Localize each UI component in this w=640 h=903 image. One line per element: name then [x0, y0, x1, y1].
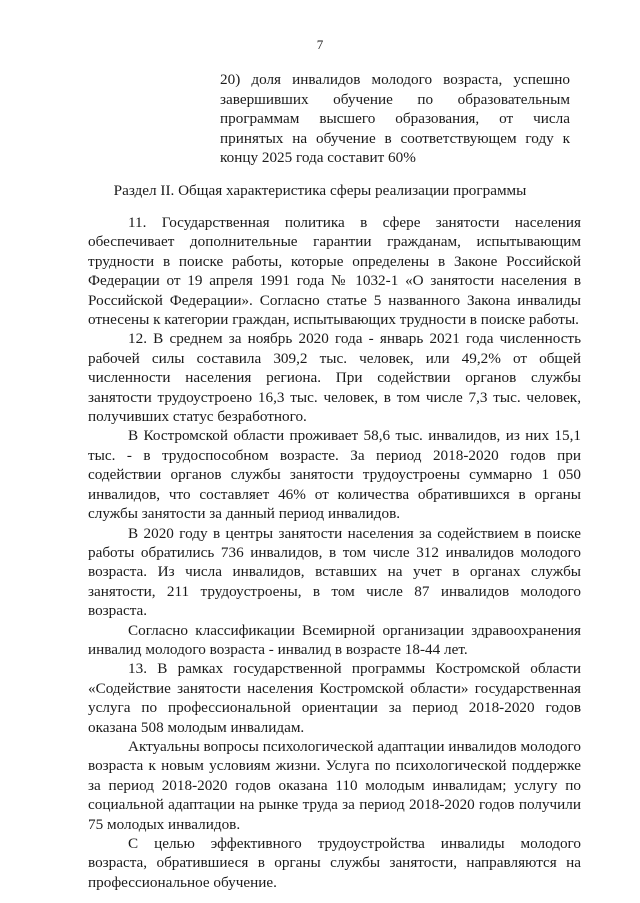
paragraph-vocational-training: С целью эффективного трудоустройства инвалиды молодого возраста, обратившиеся в органы службы занятости, направляются на профессиональное обучение. [88, 835, 581, 891]
paragraph-who-classification: Согласно классификации Всемирной организации здравоохранения инвалид молодого возраста - инвалид в возрасте 18-44 лет. [88, 621, 581, 658]
list-item-text: 20) доля инвалидов молодого возраста, успешно завершивших обучение по образовательным программам высшего образования, от числа принятых на обучение в соответствующем году к концу 2025 года составит 60% [220, 71, 570, 167]
section-heading: Раздел II. Общая характеристика сферы реализации программы [113, 182, 527, 199]
paragraph-11: 11. Государственная политика в сфере занятости населения обеспечивает дополнительные гарантии гражданам, испытывающим трудности в поиске работы, которые определены в Законе Российской Федерации от 19 апреля 1991 года № 1032-1 «О занятости населения в Российской Федерации». Согласно статье 5 названного Закона инвалиды отнесены к категории граждан, испытывающих трудности в поиске работы. [88, 214, 581, 329]
paragraph-2020-employment: В 2020 году в центры занятости населения за содействием в поиске работы обратились 736 инвалидов, в том числе 312 инвалидов молодого возраста. Из числа инвалидов, вставших на учет в органах службы занятости, 211 трудоустроены, в том числе 87 инвалидов молодого возраста. [88, 524, 581, 620]
document-body [88, 213, 581, 892]
page-number: 7 [316, 37, 324, 52]
paragraph-13: 13. В рамках государственной программы Костромской области «Содействие занятости населения Костромской области» государственная услуга по профессиональной ориентации за период 2018-2020 годов оказана 508 молодым инвалидам. [88, 660, 581, 736]
paragraph-psychological-adaptation: Актуальны вопросы психологической адаптации инвалидов молодого возраста к новым условиям жизни. Услуга по психологической поддержке за период 2018-2020 годов оказана 110 молодым инвалидам; услугу по социальной адаптации на рынке труда за период 2018-2020 годов получили 75 молодых инвалидов. [88, 737, 581, 833]
list-item-20 [220, 70, 570, 168]
paragraph-12: 12. В среднем за ноябрь 2020 года - январь 2021 года численность рабочей силы составила 309,2 тыс. человек, или 49,2% от общей численности населения региона. При содействии органов службы занятости трудоустроено 16,3 тыс. человек, в том числе 7,3 тыс. человек, получивших статус безработного. [88, 330, 581, 426]
paragraph-disabled-population: В Костромской области проживает 58,6 тыс. инвалидов, из них 15,1 тыс. - в трудоспособном возрасте. За период 2018-2020 годов при содействии органов службы занятости трудоустроены суммарно 1 050 инвалидов, что составляет 46% от количества обратившихся в органы службы занятости за данный период инвалидов. [88, 427, 581, 523]
